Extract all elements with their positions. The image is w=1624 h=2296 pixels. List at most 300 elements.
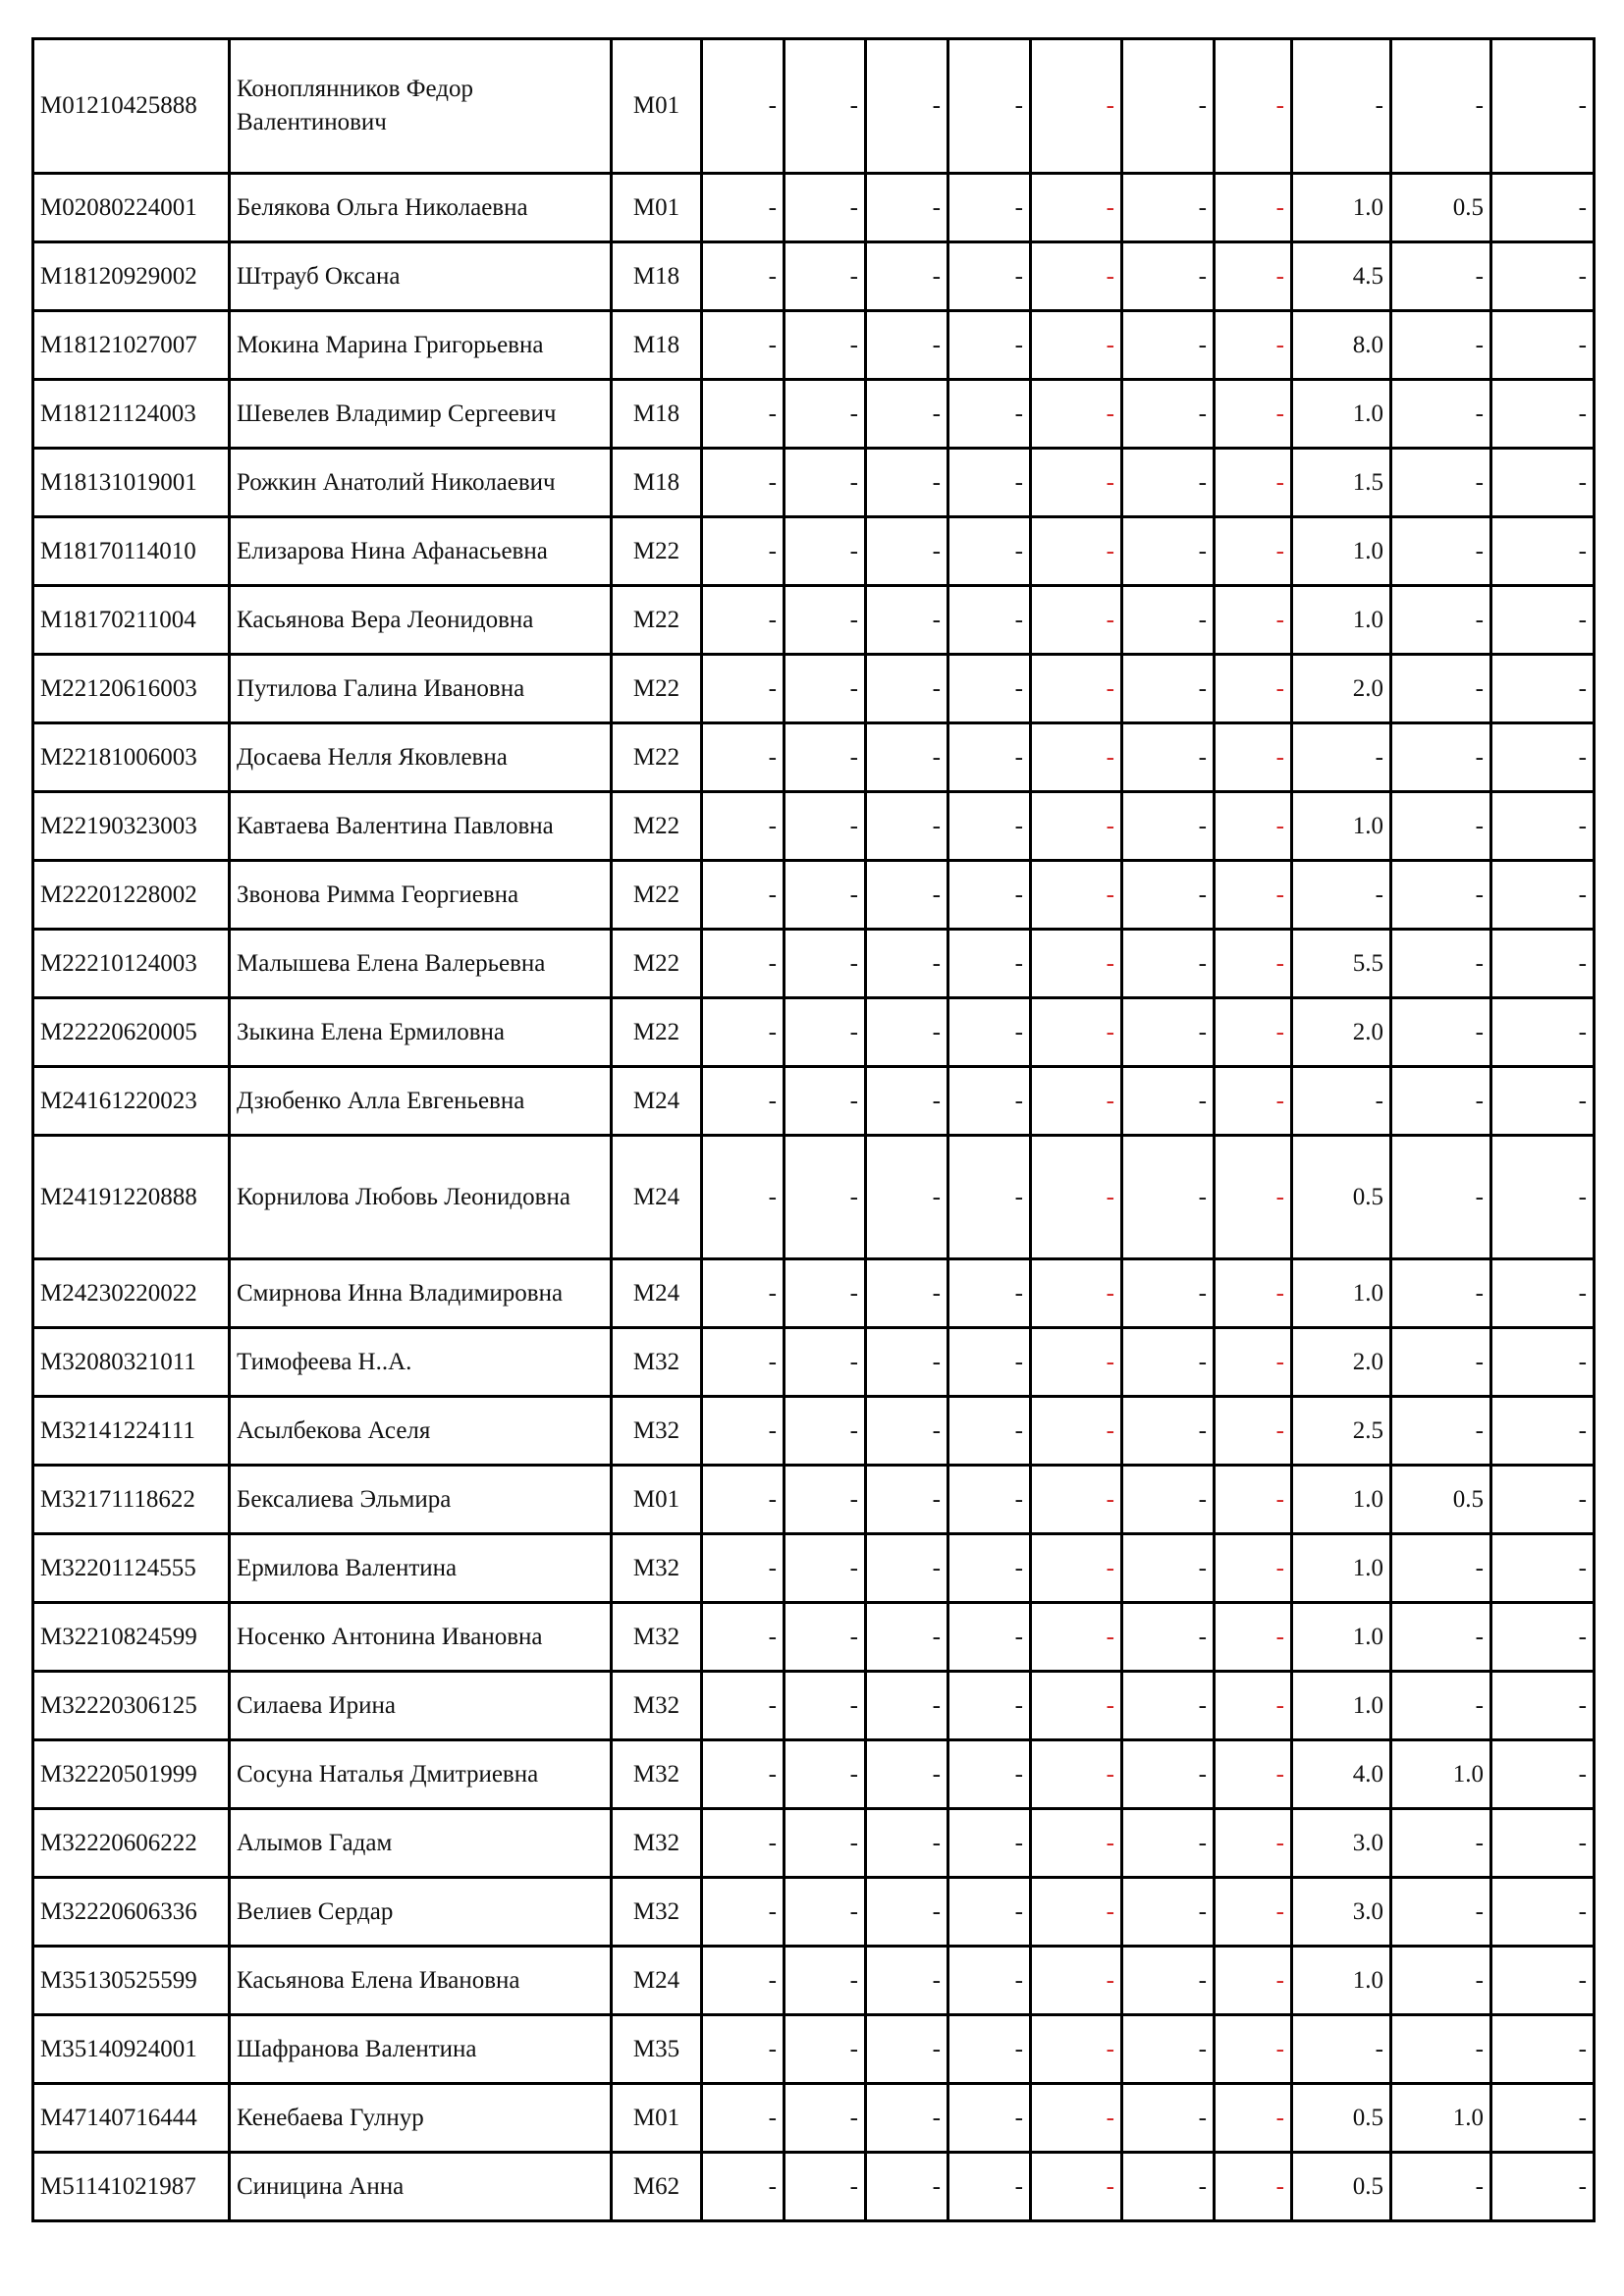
cell-name: Мокина Марина Григорьевна (230, 311, 612, 380)
cell-v10: - (1491, 1397, 1595, 1466)
table-row (33, 1397, 1595, 1466)
cell-v6: - (1122, 2153, 1215, 2221)
cell-v10: - (1491, 1809, 1595, 1878)
cell-v7: - (1215, 517, 1292, 586)
cell-v1: - (702, 586, 785, 655)
cell-v9: - (1391, 1878, 1491, 1947)
cell-group: M22 (612, 792, 702, 861)
cell-v4: - (948, 39, 1031, 174)
cell-v6: - (1122, 861, 1215, 930)
cell-v2: - (785, 1397, 866, 1466)
cell-v7: - (1215, 1397, 1292, 1466)
cell-group: M22 (612, 861, 702, 930)
cell-name: Кавтаева Валентина Павловна (230, 792, 612, 861)
cell-id: M22120616003 (33, 655, 230, 723)
cell-v5: - (1031, 311, 1122, 380)
cell-v9: - (1391, 861, 1491, 930)
cell-v4: - (948, 449, 1031, 517)
cell-v9: - (1391, 792, 1491, 861)
cell-name: Силаева Ирина (230, 1672, 612, 1740)
cell-v6: - (1122, 311, 1215, 380)
table-row (33, 2084, 1595, 2153)
cell-name: Касьянова Вера Леонидовна (230, 586, 612, 655)
cell-v2: - (785, 1136, 866, 1259)
table-row (33, 1534, 1595, 1603)
cell-v1: - (702, 2153, 785, 2221)
cell-name: Белякова Ольга Николаевна (230, 174, 612, 242)
cell-v10: - (1491, 1136, 1595, 1259)
cell-group: M18 (612, 449, 702, 517)
cell-group: M22 (612, 723, 702, 792)
cell-group: M01 (612, 2084, 702, 2153)
cell-name: Асылбекова Аселя (230, 1397, 612, 1466)
cell-v4: - (948, 930, 1031, 998)
cell-v6: - (1122, 1878, 1215, 1947)
cell-v10: - (1491, 861, 1595, 930)
cell-v3: - (866, 1534, 948, 1603)
cell-v9: - (1391, 1947, 1491, 2015)
cell-group: M24 (612, 1067, 702, 1136)
cell-v2: - (785, 998, 866, 1067)
cell-v2: - (785, 449, 866, 517)
cell-v8: 1.0 (1292, 792, 1391, 861)
cell-v9: - (1391, 1603, 1491, 1672)
cell-v6: - (1122, 1067, 1215, 1136)
cell-group: M18 (612, 311, 702, 380)
cell-v7: - (1215, 449, 1292, 517)
cell-v6: - (1122, 1809, 1215, 1878)
cell-name: Шафранова Валентина (230, 2015, 612, 2084)
cell-v8: - (1292, 1067, 1391, 1136)
cell-v10: - (1491, 1672, 1595, 1740)
cell-v9: - (1391, 998, 1491, 1067)
cell-v4: - (948, 1466, 1031, 1534)
cell-id: M22201228002 (33, 861, 230, 930)
cell-id: M01210425888 (33, 39, 230, 174)
cell-v6: - (1122, 39, 1215, 174)
cell-group: M01 (612, 174, 702, 242)
cell-v2: - (785, 2015, 866, 2084)
cell-v3: - (866, 449, 948, 517)
cell-v9: - (1391, 1672, 1491, 1740)
cell-v7: - (1215, 1259, 1292, 1328)
cell-v8: 1.0 (1292, 517, 1391, 586)
cell-id: M32220606336 (33, 1878, 230, 1947)
cell-v2: - (785, 586, 866, 655)
cell-v7: - (1215, 861, 1292, 930)
cell-v9: - (1391, 723, 1491, 792)
table-row (33, 655, 1595, 723)
cell-id: M18131019001 (33, 449, 230, 517)
cell-v4: - (948, 861, 1031, 930)
cell-v10: - (1491, 792, 1595, 861)
cell-v10: - (1491, 2015, 1595, 2084)
cell-v10: - (1491, 1740, 1595, 1809)
cell-v1: - (702, 380, 785, 449)
cell-name: Смирнова Инна Владимировна (230, 1259, 612, 1328)
cell-v6: - (1122, 1672, 1215, 1740)
cell-name: Малышева Елена Валерьевна (230, 930, 612, 998)
cell-v1: - (702, 861, 785, 930)
cell-v8: 5.5 (1292, 930, 1391, 998)
cell-v8: 0.5 (1292, 1136, 1391, 1259)
cell-v10: - (1491, 655, 1595, 723)
cell-v5: - (1031, 930, 1122, 998)
cell-v9: - (1391, 2015, 1491, 2084)
cell-v10: - (1491, 586, 1595, 655)
cell-v9: - (1391, 517, 1491, 586)
cell-v8: 1.0 (1292, 380, 1391, 449)
cell-group: M62 (612, 2153, 702, 2221)
cell-v2: - (785, 930, 866, 998)
cell-v8: 2.0 (1292, 998, 1391, 1067)
cell-v6: - (1122, 1603, 1215, 1672)
cell-v2: - (785, 1067, 866, 1136)
cell-v9: - (1391, 449, 1491, 517)
table-row (33, 1136, 1595, 1259)
cell-v7: - (1215, 1466, 1292, 1534)
cell-v2: - (785, 311, 866, 380)
cell-v6: - (1122, 1534, 1215, 1603)
cell-id: M32220501999 (33, 1740, 230, 1809)
cell-name: Велиев Сердар (230, 1878, 612, 1947)
cell-v5: - (1031, 1672, 1122, 1740)
cell-v8: - (1292, 39, 1391, 174)
cell-v1: - (702, 2084, 785, 2153)
cell-v7: - (1215, 1328, 1292, 1397)
cell-v1: - (702, 517, 785, 586)
cell-v8: 8.0 (1292, 311, 1391, 380)
cell-v1: - (702, 723, 785, 792)
cell-v9: - (1391, 930, 1491, 998)
cell-v7: - (1215, 39, 1292, 174)
cell-v8: 1.0 (1292, 1534, 1391, 1603)
cell-v3: - (866, 2084, 948, 2153)
cell-v7: - (1215, 1534, 1292, 1603)
cell-id: M24191220888 (33, 1136, 230, 1259)
cell-v1: - (702, 1259, 785, 1328)
cell-id: M18121124003 (33, 380, 230, 449)
cell-v2: - (785, 174, 866, 242)
cell-group: M32 (612, 1672, 702, 1740)
cell-id: M24161220023 (33, 1067, 230, 1136)
cell-v10: - (1491, 998, 1595, 1067)
cell-v9: - (1391, 1067, 1491, 1136)
cell-v5: - (1031, 1067, 1122, 1136)
cell-v5: - (1031, 655, 1122, 723)
cell-id: M02080224001 (33, 174, 230, 242)
cell-v9: - (1391, 380, 1491, 449)
cell-v3: - (866, 1328, 948, 1397)
cell-v3: - (866, 655, 948, 723)
cell-v10: - (1491, 1878, 1595, 1947)
cell-v10: - (1491, 311, 1595, 380)
cell-v8: 1.0 (1292, 1947, 1391, 2015)
cell-v5: - (1031, 1136, 1122, 1259)
cell-v10: - (1491, 930, 1595, 998)
cell-v3: - (866, 1603, 948, 1672)
cell-v3: - (866, 2153, 948, 2221)
cell-v4: - (948, 380, 1031, 449)
table-row (33, 792, 1595, 861)
cell-v5: - (1031, 242, 1122, 311)
cell-v4: - (948, 586, 1031, 655)
cell-name: Корнилова Любовь Леонидовна (230, 1136, 612, 1259)
table-row (33, 930, 1595, 998)
cell-v6: - (1122, 517, 1215, 586)
cell-v3: - (866, 861, 948, 930)
cell-v7: - (1215, 1136, 1292, 1259)
cell-v8: 0.5 (1292, 2084, 1391, 2153)
cell-v4: - (948, 1947, 1031, 2015)
cell-v3: - (866, 792, 948, 861)
cell-v4: - (948, 1740, 1031, 1809)
cell-v3: - (866, 39, 948, 174)
cell-v3: - (866, 1067, 948, 1136)
cell-v7: - (1215, 380, 1292, 449)
cell-name: Кенебаева Гулнур (230, 2084, 612, 2153)
cell-v3: - (866, 1397, 948, 1466)
cell-v6: - (1122, 1947, 1215, 2015)
cell-name: Алымов Гадам (230, 1809, 612, 1878)
cell-name: Касьянова Елена Ивановна (230, 1947, 612, 2015)
cell-v3: - (866, 1259, 948, 1328)
cell-group: M01 (612, 1466, 702, 1534)
cell-v10: - (1491, 1947, 1595, 2015)
cell-group: M32 (612, 1397, 702, 1466)
cell-v9: - (1391, 1534, 1491, 1603)
cell-v5: - (1031, 586, 1122, 655)
cell-v6: - (1122, 655, 1215, 723)
cell-v6: - (1122, 1466, 1215, 1534)
cell-v6: - (1122, 998, 1215, 1067)
cell-v9: 1.0 (1391, 2084, 1491, 2153)
cell-v8: 1.0 (1292, 1672, 1391, 1740)
cell-v5: - (1031, 1328, 1122, 1397)
cell-v5: - (1031, 174, 1122, 242)
cell-v9: - (1391, 39, 1491, 174)
cell-name: Путилова Галина Ивановна (230, 655, 612, 723)
cell-v10: - (1491, 2153, 1595, 2221)
cell-v1: - (702, 39, 785, 174)
cell-id: M22210124003 (33, 930, 230, 998)
cell-v6: - (1122, 792, 1215, 861)
cell-v2: - (785, 1259, 866, 1328)
cell-v4: - (948, 792, 1031, 861)
cell-v8: 3.0 (1292, 1809, 1391, 1878)
cell-id: M51141021987 (33, 2153, 230, 2221)
cell-v4: - (948, 1603, 1031, 1672)
cell-v4: - (948, 1067, 1031, 1136)
cell-v5: - (1031, 1603, 1122, 1672)
cell-v6: - (1122, 2084, 1215, 2153)
cell-group: M24 (612, 1136, 702, 1259)
cell-v8: - (1292, 723, 1391, 792)
cell-v2: - (785, 380, 866, 449)
cell-v6: - (1122, 1136, 1215, 1259)
cell-v4: - (948, 723, 1031, 792)
cell-id: M32171118622 (33, 1466, 230, 1534)
cell-v6: - (1122, 174, 1215, 242)
cell-v4: - (948, 1136, 1031, 1259)
cell-v4: - (948, 517, 1031, 586)
cell-v7: - (1215, 174, 1292, 242)
cell-group: M32 (612, 1878, 702, 1947)
cell-v10: - (1491, 1328, 1595, 1397)
cell-v10: - (1491, 39, 1595, 174)
cell-name: Тимофеева Н..А. (230, 1328, 612, 1397)
cell-v1: - (702, 1067, 785, 1136)
table-row (33, 311, 1595, 380)
cell-id: M22181006003 (33, 723, 230, 792)
cell-v3: - (866, 1466, 948, 1534)
cell-name: Коноплянников Федор Валентинович (230, 39, 612, 174)
cell-v1: - (702, 655, 785, 723)
cell-v3: - (866, 242, 948, 311)
cell-v1: - (702, 449, 785, 517)
cell-v2: - (785, 655, 866, 723)
cell-id: M32201124555 (33, 1534, 230, 1603)
cell-v4: - (948, 2084, 1031, 2153)
cell-v9: - (1391, 242, 1491, 311)
table-row (33, 449, 1595, 517)
cell-v7: - (1215, 1878, 1292, 1947)
cell-v9: 0.5 (1391, 1466, 1491, 1534)
cell-v1: - (702, 1672, 785, 1740)
cell-id: M22190323003 (33, 792, 230, 861)
cell-v5: - (1031, 861, 1122, 930)
cell-v9: - (1391, 1259, 1491, 1328)
cell-v2: - (785, 1740, 866, 1809)
cell-v7: - (1215, 930, 1292, 998)
cell-name: Звонова Римма Георгиевна (230, 861, 612, 930)
cell-group: M32 (612, 1328, 702, 1397)
cell-v2: - (785, 723, 866, 792)
cell-group: M22 (612, 586, 702, 655)
cell-v5: - (1031, 1878, 1122, 1947)
cell-v4: - (948, 242, 1031, 311)
cell-v5: - (1031, 2084, 1122, 2153)
table-row (33, 39, 1595, 174)
cell-v4: - (948, 1328, 1031, 1397)
cell-v5: - (1031, 2015, 1122, 2084)
cell-v5: - (1031, 1466, 1122, 1534)
cell-v9: - (1391, 586, 1491, 655)
cell-v8: 2.5 (1292, 1397, 1391, 1466)
cell-v3: - (866, 586, 948, 655)
cell-id: M18120929002 (33, 242, 230, 311)
cell-v7: - (1215, 998, 1292, 1067)
cell-group: M22 (612, 655, 702, 723)
cell-v4: - (948, 1534, 1031, 1603)
cell-group: M01 (612, 39, 702, 174)
cell-name: Дзюбенко Алла Евгеньевна (230, 1067, 612, 1136)
cell-v10: - (1491, 380, 1595, 449)
cell-v9: - (1391, 1397, 1491, 1466)
table-row (33, 380, 1595, 449)
table-row (33, 174, 1595, 242)
cell-id: M18121027007 (33, 311, 230, 380)
cell-v5: - (1031, 449, 1122, 517)
cell-name: Бексалиева Эльмира (230, 1466, 612, 1534)
cell-v5: - (1031, 380, 1122, 449)
cell-v2: - (785, 39, 866, 174)
cell-v1: - (702, 174, 785, 242)
cell-name: Носенко Антонина Ивановна (230, 1603, 612, 1672)
cell-v4: - (948, 1397, 1031, 1466)
cell-id: M32220606222 (33, 1809, 230, 1878)
data-table (31, 37, 1596, 2222)
cell-v4: - (948, 655, 1031, 723)
cell-name: Рожкин Анатолий Николаевич (230, 449, 612, 517)
cell-v5: - (1031, 1809, 1122, 1878)
cell-v2: - (785, 1809, 866, 1878)
cell-v3: - (866, 1878, 948, 1947)
cell-v7: - (1215, 1603, 1292, 1672)
cell-v6: - (1122, 930, 1215, 998)
cell-v8: 1.0 (1292, 1259, 1391, 1328)
cell-v4: - (948, 998, 1031, 1067)
table-row (33, 1740, 1595, 1809)
cell-v5: - (1031, 2153, 1122, 2221)
table-row (33, 517, 1595, 586)
cell-v3: - (866, 930, 948, 998)
cell-name: Штрауб Оксана (230, 242, 612, 311)
cell-name: Синицина Анна (230, 2153, 612, 2221)
cell-id: M35140924001 (33, 2015, 230, 2084)
cell-id: M18170211004 (33, 586, 230, 655)
cell-v4: - (948, 1878, 1031, 1947)
cell-v2: - (785, 1603, 866, 1672)
cell-id: M18170114010 (33, 517, 230, 586)
cell-v2: - (785, 1534, 866, 1603)
cell-v1: - (702, 1878, 785, 1947)
cell-v8: 1.0 (1292, 174, 1391, 242)
cell-v7: - (1215, 655, 1292, 723)
cell-v2: - (785, 2153, 866, 2221)
cell-v7: - (1215, 723, 1292, 792)
table-row (33, 1603, 1595, 1672)
cell-group: M32 (612, 1809, 702, 1878)
cell-group: M18 (612, 242, 702, 311)
cell-v2: - (785, 1328, 866, 1397)
table-row (33, 998, 1595, 1067)
cell-v7: - (1215, 2015, 1292, 2084)
cell-v7: - (1215, 2153, 1292, 2221)
cell-v3: - (866, 1947, 948, 2015)
cell-v3: - (866, 1672, 948, 1740)
cell-v6: - (1122, 586, 1215, 655)
cell-v10: - (1491, 517, 1595, 586)
table-row (33, 723, 1595, 792)
cell-v5: - (1031, 723, 1122, 792)
cell-v7: - (1215, 586, 1292, 655)
cell-v1: - (702, 1397, 785, 1466)
cell-v3: - (866, 380, 948, 449)
cell-v1: - (702, 792, 785, 861)
cell-v3: - (866, 311, 948, 380)
cell-v1: - (702, 1809, 785, 1878)
cell-id: M32210824599 (33, 1603, 230, 1672)
cell-v8: 3.0 (1292, 1878, 1391, 1947)
cell-v8: 1.0 (1292, 1466, 1391, 1534)
cell-group: M18 (612, 380, 702, 449)
cell-v7: - (1215, 1947, 1292, 2015)
cell-v5: - (1031, 1947, 1122, 2015)
cell-v7: - (1215, 1740, 1292, 1809)
cell-v8: - (1292, 2015, 1391, 2084)
cell-v7: - (1215, 792, 1292, 861)
